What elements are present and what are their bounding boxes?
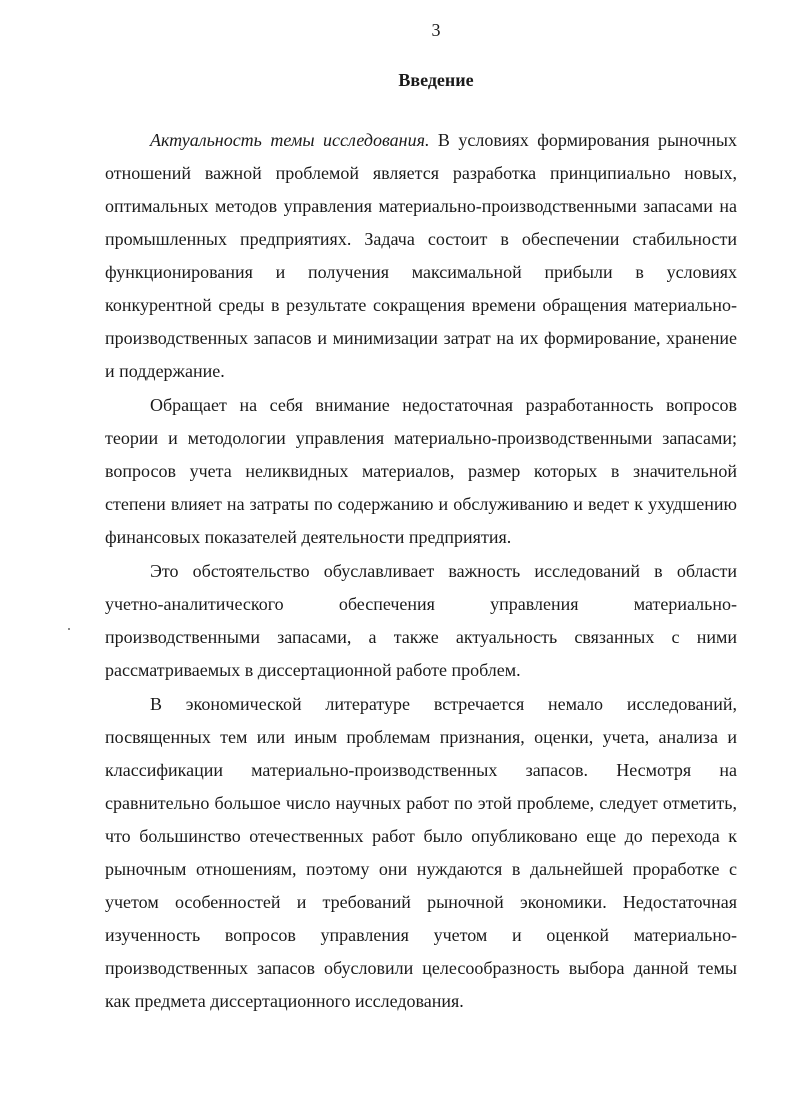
paragraph-relevance [105, 124, 737, 388]
paragraph-importance: Это обстоятельство обуславливает важность исследований в области учетно-аналитического обеспечения управления материально-производственными запасами, а также актуальность связанных с ними рассматриваемых в диссертационной работе проблем. [105, 561, 737, 680]
document-body [105, 124, 737, 1019]
paragraph-lead: Актуальность темы исследования. [150, 130, 430, 150]
paragraph-underdevelopment: Обращает на себя внимание недостаточная разработанность вопросов теории и методологии управления материально-производственными запасами; вопросов учета неликвидных материалов, размер которых в значительной степени влияет на затраты по содержанию и обслуживанию и ведет к ухудшению финансовых показателей деятельности предприятия. [105, 395, 737, 547]
page-title: Введение [398, 70, 474, 90]
page-number: 3 [431, 20, 441, 40]
paragraph-text: В условиях формирования рыночных отношений важной проблемой является разработка принципиально новых, оптимальных методов управления материально-производственными запасами на промышленных предприятиях. Задача состоит в обеспечении стабильности функционирования и получения максимальной прибыли в условиях конкурентной среды в результате сокращения времени обращения материально-производственных запасов и минимизации затрат на их формирование, хранение и поддержание. [105, 130, 737, 381]
paragraph-literature: В экономической литературе встречается немало исследований, посвященных тем или иным проблемам признания, оценки, учета, анализа и классификации материально-производственных запасов. Несмотря на сравнительно большое число научных работ по этой проблеме, следует отметить, что большинство отечественных работ было опубликовано еще до перехода к рыночным отношениям, поэтому они нуждаются в дальнейшей проработке с учетом особенностей и требований рыночной экономики. Недостаточная изученность вопросов управления учетом и оценкой материально-производственных запасов обусловили целесообразность выбора данной темы как предмета диссертационного исследования. [105, 694, 737, 1011]
scan-speck [68, 628, 70, 630]
